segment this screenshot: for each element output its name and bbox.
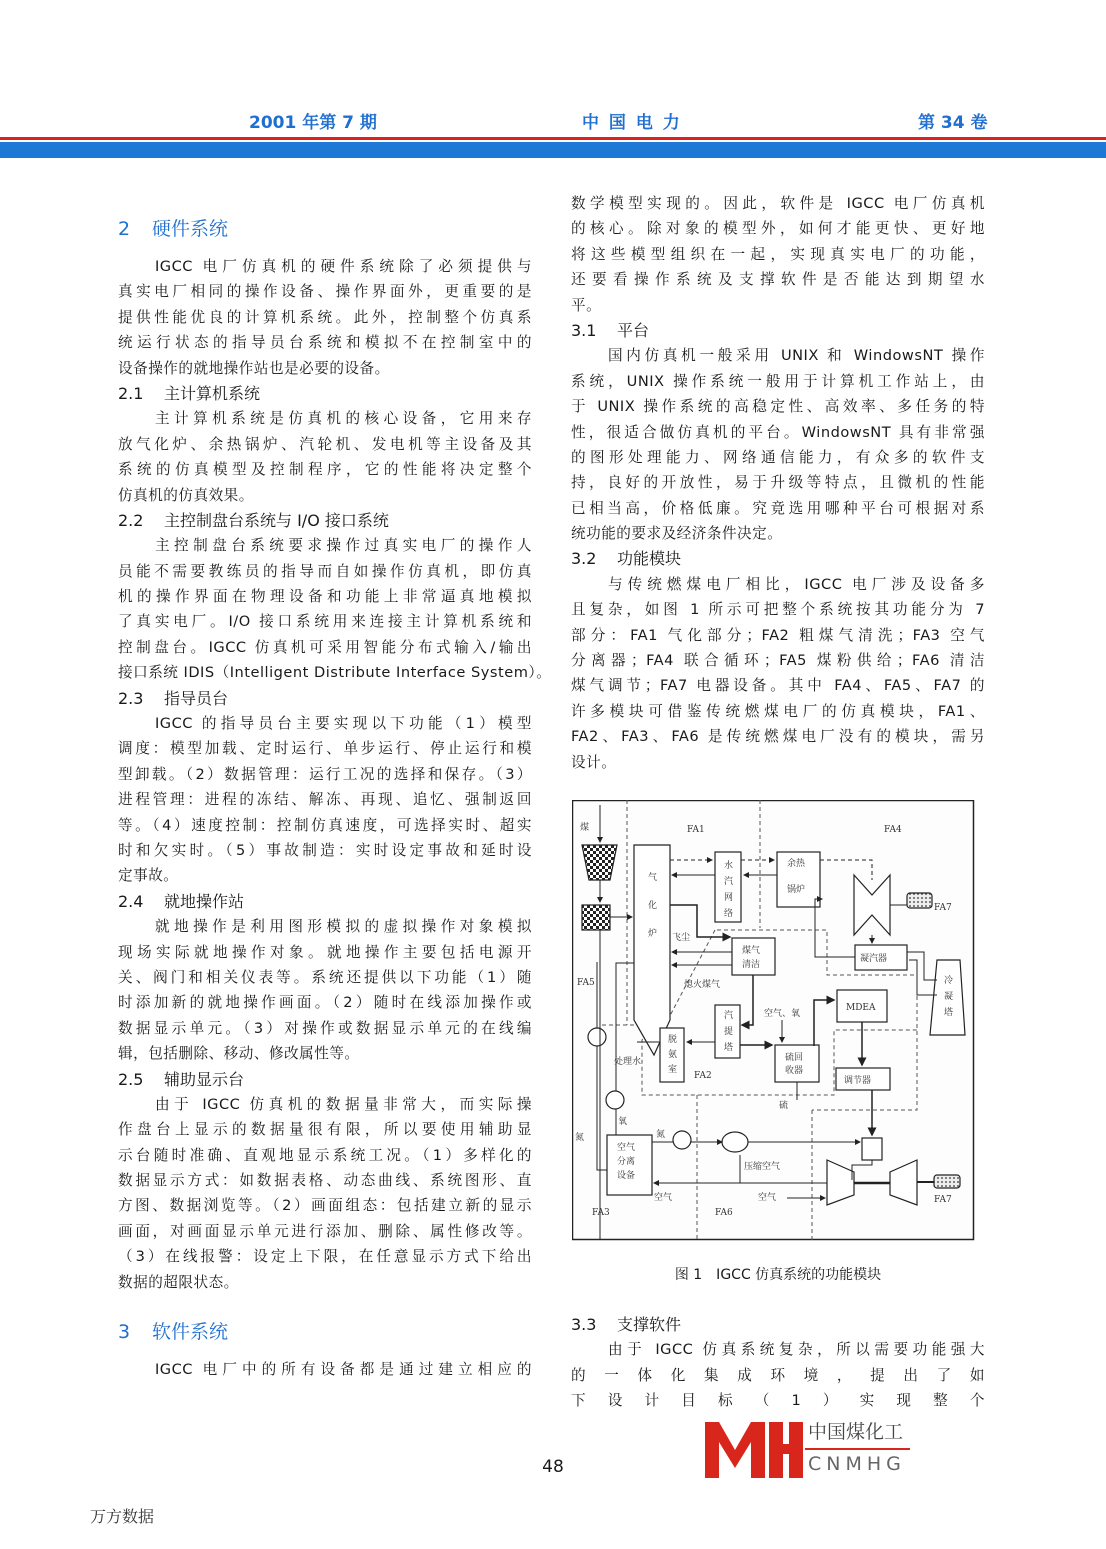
figure-label-sulfur-recovery: 硫回 xyxy=(785,1053,804,1063)
text-line: （3）在线报警：设定上下限，在任意显示方式下给出 xyxy=(118,1248,532,1266)
text-line: 数据的超限状态。 xyxy=(118,1273,239,1291)
section-heading xyxy=(118,1307,532,1357)
figure-label-cooling-tower: 冷 xyxy=(944,976,954,986)
figure-label-stripper: 汽 xyxy=(724,1011,734,1021)
figure-label-regulator: 调节器 xyxy=(844,1076,872,1086)
text-line: 关、阀门和相关仪表等。系统还提供以下功能（1）随 xyxy=(118,968,532,986)
figure-label-nitrogen-left: 氮 xyxy=(575,1133,585,1143)
figure-label-nitrogen: 氮 xyxy=(656,1130,666,1140)
figure-label-sulfur: 硫 xyxy=(779,1101,789,1111)
section-heading xyxy=(571,318,985,343)
text-line: IGCC 电厂中的所有设备都是通过建立相应的 xyxy=(155,1361,532,1379)
figure-caption: 图 1 IGCC 仿真系统的功能模块 xyxy=(674,1267,882,1283)
section-title: 功能模块 xyxy=(617,549,682,569)
section-title: 软件系统 xyxy=(152,1321,229,1344)
figure-label-deammonia: 氨 xyxy=(668,1050,678,1060)
figure-label-stripper: 提 xyxy=(724,1027,734,1037)
text-line: 下设计目标（1）实现整个 xyxy=(571,1392,985,1410)
text-line: 辑，包括删除、移动、修改属性等。 xyxy=(118,1045,360,1063)
text-line: 系统的仿真模型及控制程序，它的性能将决定整个 xyxy=(118,461,532,479)
text-line: 统运行状态的指导员台系统和模拟不在控制室中的 xyxy=(118,334,532,352)
section-heading xyxy=(118,1067,532,1092)
figure-label-steam-net: 水 xyxy=(724,861,734,871)
text-line: 与传统燃煤电厂相比，IGCC 电厂涉及设备多 xyxy=(608,575,985,593)
section-number: 2.3 xyxy=(118,688,144,708)
left-column xyxy=(118,204,552,1382)
figure-label-hrsg: 锅炉 xyxy=(787,885,806,895)
section-number: 2.4 xyxy=(118,891,144,911)
section-title: 支撑软件 xyxy=(617,1315,682,1334)
text-line: 员能不需要教练员的指导而自如操作仿真机，即仿真 xyxy=(118,562,532,580)
text-line: 许多模块可借鉴传统燃煤电厂的仿真模块，FA1、 xyxy=(571,702,985,720)
section-number: 2.2 xyxy=(118,510,144,530)
figure-label-steam-net: 网 xyxy=(724,893,734,903)
text-line: 就地操作是利用图形模拟的虚拟操作对象模拟 xyxy=(155,918,532,936)
figure-label-deammonia: 脱 xyxy=(668,1035,678,1045)
text-line: 定事故。 xyxy=(118,867,179,885)
text-line: 真实电厂相同的操作设备、操作界面外，更重要的是 xyxy=(118,283,532,301)
figure-1-diagram xyxy=(572,800,976,1242)
section-number: 3 xyxy=(118,1321,131,1344)
text-line: IGCC 电厂仿真机的硬件系统除了必须提供与 xyxy=(155,258,532,275)
section-number: 2 xyxy=(118,218,131,240)
figure-label-cooling-tower: 塔 xyxy=(944,1008,954,1018)
text-line: 数据显示方式：如数据表格、动态曲线、系统图形、直 xyxy=(118,1172,532,1190)
text-line: 提供性能优良的计算机系统。此外，控制整个仿真系 xyxy=(118,308,532,326)
section-heading xyxy=(118,889,532,914)
right-column xyxy=(571,191,985,775)
text-line: 且复杂，如图 1 所示可把整个系统按其功能分为 7 xyxy=(571,601,985,619)
text-line: 还要看操作系统及支撑软件是否能达到期望水 xyxy=(571,271,985,289)
text-line: 进程管理：进程的冻结、解冻、再现、追忆、强制返回 xyxy=(118,791,532,809)
header-issue: 2001 年第 7 期 xyxy=(249,113,377,133)
section-title: 硬件系统 xyxy=(152,218,229,240)
text-line: 示台随时准确、直观地显示系统工况。（1）多样化的 xyxy=(118,1146,532,1164)
text-line: 时和欠实时。（5）事故制造：实时设定事故和延时设 xyxy=(118,841,532,859)
section-title: 指导员台 xyxy=(164,688,229,708)
text-line: 系统，UNIX 操作系统一般用于计算机工作站上，由 xyxy=(571,372,985,390)
figure-label-air-sep: 分离 xyxy=(617,1157,636,1167)
section-title: 主控制盘台系统与 I/O 接口系统 xyxy=(164,510,389,530)
text-line: 方图、数据浏览等。（2）画面组态：包括建立新的显示 xyxy=(118,1197,532,1215)
section-heading xyxy=(118,508,532,533)
figure-label-fa5: FA5 xyxy=(577,978,595,988)
text-line: 设计。 xyxy=(571,753,617,771)
text-line: 数学模型实现的。因此，软件是 IGCC 电厂仿真机 xyxy=(571,195,985,212)
text-line: 型卸载。（2）数据管理：运行工况的选择和保存。（3） xyxy=(118,765,532,783)
figure-label-gasifier: 气 xyxy=(648,873,658,883)
text-line: 于 UNIX 操作系统的高稳定性、高效率、多任务的特 xyxy=(571,398,985,416)
header-red-rule xyxy=(0,137,1106,140)
section-title: 平台 xyxy=(617,320,650,340)
section-number: 3.1 xyxy=(571,320,597,340)
figure-label-air-oxygen: 空气、氧 xyxy=(764,1009,801,1019)
header-volume: 第 34 卷 xyxy=(918,113,988,133)
text-line: 放气化炉、余热锅炉、汽轮机、发电机等主设备及其 xyxy=(118,435,532,453)
text-line: 由于 IGCC 仿真系统复杂，所以需要功能强大 xyxy=(608,1341,985,1359)
text-line: 由于 IGCC 仿真机的数据量非常大，而实际操 xyxy=(155,1095,532,1113)
figure-label-gas-clean: 清洁 xyxy=(742,960,761,970)
figure-label-oxygen: 氧 xyxy=(618,1117,628,1127)
text-line: 的核心。除对象的模型外，如何才能更快、更好地 xyxy=(571,220,985,238)
text-line: 主控制盘台系统要求操作过真实电厂的操作人 xyxy=(155,537,532,555)
figure-label-mdea: MDEA xyxy=(846,1003,876,1013)
figure-label-air-sep: 设备 xyxy=(617,1171,636,1181)
spacer xyxy=(118,1295,532,1307)
text-line: 分离器；FA4 联合循环；FA5 煤粉供给；FA6 清洁 xyxy=(571,652,985,670)
text-line: 国内仿真机一般采用 UNIX 和 WindowsNT 操作 xyxy=(608,347,985,365)
figure-label-air2: 空气 xyxy=(758,1193,777,1203)
figure-label-air-sep: 空气 xyxy=(617,1143,636,1153)
figure-label-gas-clean: 煤气 xyxy=(742,946,761,956)
header-blue-band xyxy=(0,142,1106,158)
section-title: 主计算机系统 xyxy=(164,383,261,403)
figure-label-coal: 煤 xyxy=(580,823,590,833)
text-line: 已相当高，价格低廉。究竟选用哪种平台可根据对系 xyxy=(571,499,985,517)
figure-label-deammonia: 室 xyxy=(668,1065,678,1075)
figure-label-fa7: FA7 xyxy=(934,1195,952,1205)
text-line: 时添加新的就地操作画面。（2）随时在线添加操作或 xyxy=(118,994,532,1012)
text-line: IGCC 的指导员台主要实现以下功能（1）模型 xyxy=(155,715,532,733)
page-number: 48 xyxy=(542,1457,564,1477)
text-line: FA2、FA3、FA6 是传统燃煤电厂没有的模块，需另 xyxy=(571,728,985,746)
text-line: 煤气调节；FA7 电器设备。其中 FA4、FA5、FA7 的 xyxy=(571,677,985,695)
figure-label-fa3: FA3 xyxy=(592,1208,610,1218)
text-line: 控制盘台。IGCC 仿真机可采用智能分布式输入/输出 xyxy=(118,638,532,656)
section-number: 2.1 xyxy=(118,383,144,403)
figure-label-fa1: FA1 xyxy=(687,825,705,835)
right-column-bottom xyxy=(571,1312,985,1414)
text-line: 了真实电厂。I/O 接口系统用来连接主计算机系统和 xyxy=(118,613,532,631)
text-line: 现场实际就地操作对象。就地操作主要包括电源开 xyxy=(118,943,532,961)
figure-label-stripper: 塔 xyxy=(724,1043,734,1053)
section-heading xyxy=(118,381,532,406)
figure-label-steam-net: 汽 xyxy=(724,877,734,887)
text-line: 性，很适合做仿真机的平台。WindowsNT 具有非常强 xyxy=(571,423,985,441)
section-heading xyxy=(571,1312,985,1337)
figure-label-fa2: FA2 xyxy=(694,1071,712,1081)
footer-source: 万方数据 xyxy=(90,1507,155,1526)
section-number: 3.2 xyxy=(571,549,597,569)
text-line: 统功能的要求及经济条件决定。 xyxy=(571,525,783,543)
figure-label-air1: 空气 xyxy=(654,1193,673,1203)
figure-label-flare-gas: 熄火煤气 xyxy=(684,980,721,990)
header-journal: 中 国 电 力 xyxy=(582,113,682,133)
section-heading xyxy=(118,204,532,254)
text-line: 将这些模型组织在一起，实现真实电厂的功能， xyxy=(571,245,985,263)
text-line: 作盘台上显示的数据量很有限，所以要使用辅助显 xyxy=(118,1121,532,1139)
watermark-en: CNMHG xyxy=(808,1453,906,1475)
section-title: 就地操作站 xyxy=(164,891,245,911)
text-line: 部分：FA1 气化部分；FA2 粗煤气清洗；FA3 空气 xyxy=(571,626,985,644)
figure-label-sulfur-recovery: 收器 xyxy=(785,1066,804,1076)
text-line: 主计算机系统是仿真机的核心设备，它用来存 xyxy=(155,410,532,428)
section-heading xyxy=(571,546,985,571)
text-line: 数据显示单元。（3）对操作或数据显示单元的在线编 xyxy=(118,1019,532,1037)
section-heading xyxy=(118,686,532,711)
figure-label-steam-net: 络 xyxy=(724,909,734,919)
figure-label-treated-water: 处理水 xyxy=(614,1057,642,1067)
text-line: 平。 xyxy=(571,296,602,314)
section-number: 3.3 xyxy=(571,1315,597,1334)
figure-label-fly-ash: 飞尘 xyxy=(672,933,691,943)
text-line: 仿真机的仿真效果。 xyxy=(118,486,254,504)
text-line: 的图形处理能力、网络通信能力，有众多的软件支 xyxy=(571,448,985,466)
figure-label-fa6: FA6 xyxy=(715,1208,733,1218)
figure-label-fa4: FA4 xyxy=(884,825,902,835)
figure-label-gasifier: 炉 xyxy=(648,929,658,939)
text-line: 持，良好的开放性，易于升级等特点，且微机的性能 xyxy=(571,474,985,492)
text-line: 调度：模型加载、定时运行、单步运行、停止运行和模 xyxy=(118,740,532,758)
text-line: 设备操作的就地操作站也是必要的设备。 xyxy=(118,359,390,377)
figure-label-hrsg: 余热 xyxy=(787,859,806,869)
text-line: 机的操作界面在物理设备和功能上非常逼真地模拟 xyxy=(118,588,532,606)
text-line: 等。（4）速度控制：控制仿真速度，可选择实时、超实 xyxy=(118,816,532,834)
text-line: 的一体化集成环境，提出了如 xyxy=(571,1366,985,1384)
text-line: 接口系统 IDIS（Intelligent Distribute Interface System）。 xyxy=(118,664,552,682)
section-number: 2.5 xyxy=(118,1069,144,1089)
text-line: 画面，对画面显示单元进行添加、删除、属性修改等。 xyxy=(118,1222,532,1240)
figure-label-gasifier: 化 xyxy=(648,901,658,911)
watermark-cn: 中国煤化工 xyxy=(808,1421,904,1443)
section-title: 辅助显示台 xyxy=(164,1069,245,1089)
figure-label-cooling-tower: 凝 xyxy=(944,992,954,1002)
figure-label-compressed-air: 压缩空气 xyxy=(744,1162,781,1172)
figure-label-fa7: FA7 xyxy=(934,903,952,913)
figure-label-condenser: 凝汽器 xyxy=(860,954,888,964)
